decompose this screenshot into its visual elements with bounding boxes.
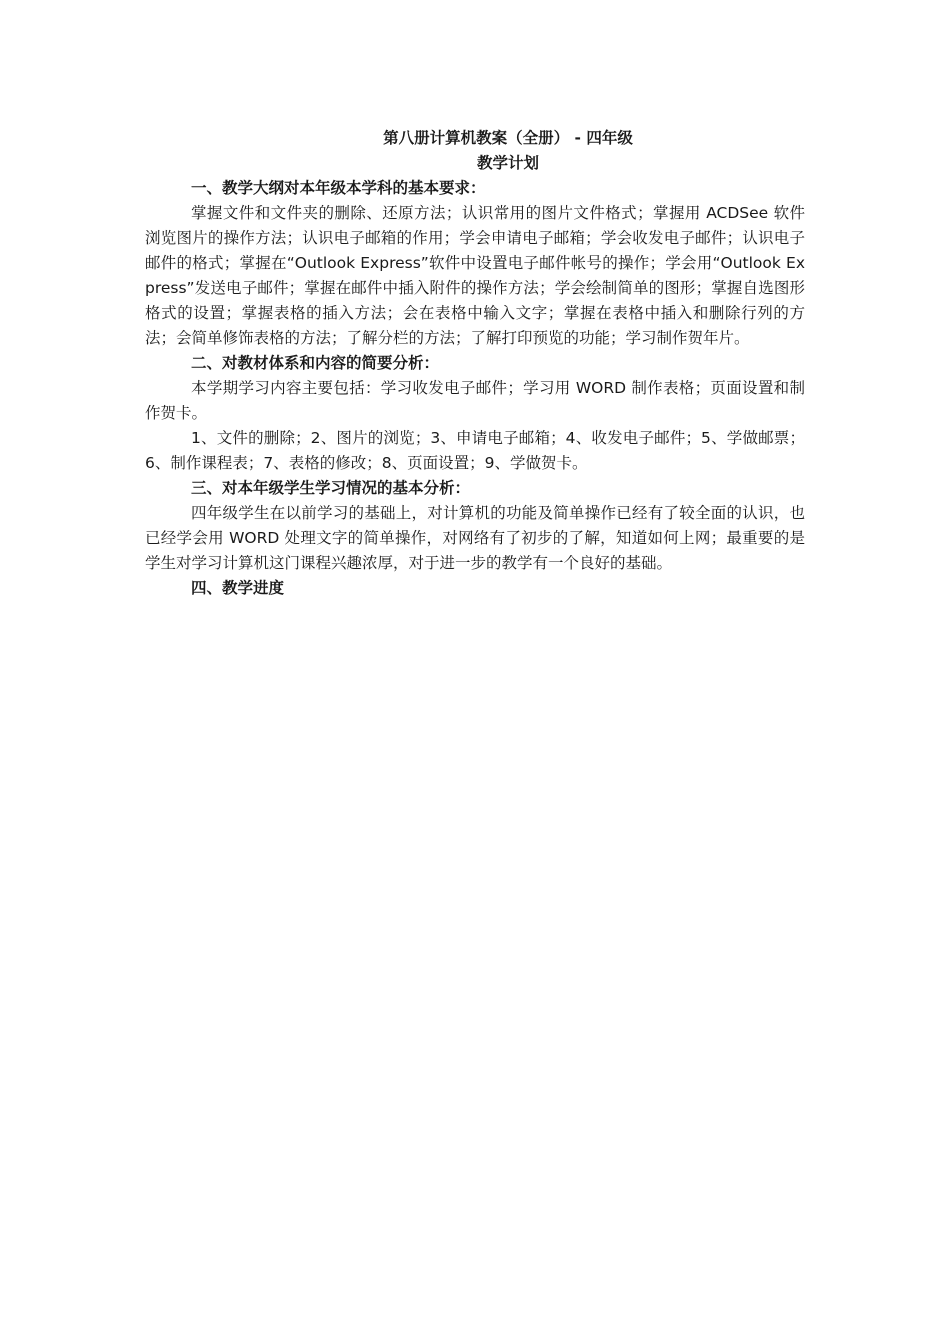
document-title: 第八册计算机教案（全册） - 四年级 xyxy=(383,129,633,147)
section-heading-4: 四、教学进度 xyxy=(191,579,285,597)
section-3-paragraph-1: 四年级学生在以前学习的基础上，对计算机的功能及简单操作已经有了较全面的认识，也已经学会用 WORD 处理文字的简单操作，对网络有了初步的了解，知道如何上网；最重要的是学生对学习计算机这门课程兴趣浓厚，对于进一步的教学有一个良好的基础。 xyxy=(145,504,805,572)
section-2-paragraph-2: 1、文件的删除；2、图片的浏览；3、申请电子邮箱；4、收发电子邮件；5、学做邮票；6、制作课程表；7、表格的修改；8、页面设置；9、学做贺卡。 xyxy=(145,429,805,472)
section-heading-3: 三、对本年级学生学习情况的基本分析： xyxy=(191,479,471,497)
document-subtitle: 教学计划 xyxy=(476,154,539,172)
section-1-paragraph-1: 掌握文件和文件夹的删除、还原方法；认识常用的图片文件格式；掌握用 ACDSee 软件浏览图片的操作方法；认识电子邮箱的作用；学会申请电子邮箱；学会收发电子邮件；认识电子邮件的格式；掌握在“Outlook Express”软件中设置电子邮件帐号的操作；学会用“Outlook Express”发送电子邮件；掌握在邮件中插入附件的操作方法；学会绘制简单的图形；掌握自选图形格式的设置；掌握表格的插入方法；会在表格中输入文字；掌握在表格中插入和删除行列的方法；会简单修饰表格的方法；了解分栏的方法；了解打印预览的功能；学习制作贺年片。 xyxy=(145,204,805,347)
document-page xyxy=(145,126,805,601)
section-heading-2: 二、对教材体系和内容的简要分析： xyxy=(191,354,440,372)
section-2-paragraph-1: 本学期学习内容主要包括：学习收发电子邮件；学习用 WORD 制作表格；页面设置和制作贺卡。 xyxy=(145,379,805,422)
section-heading-1: 一、教学大纲对本年级本学科的基本要求： xyxy=(191,179,486,197)
